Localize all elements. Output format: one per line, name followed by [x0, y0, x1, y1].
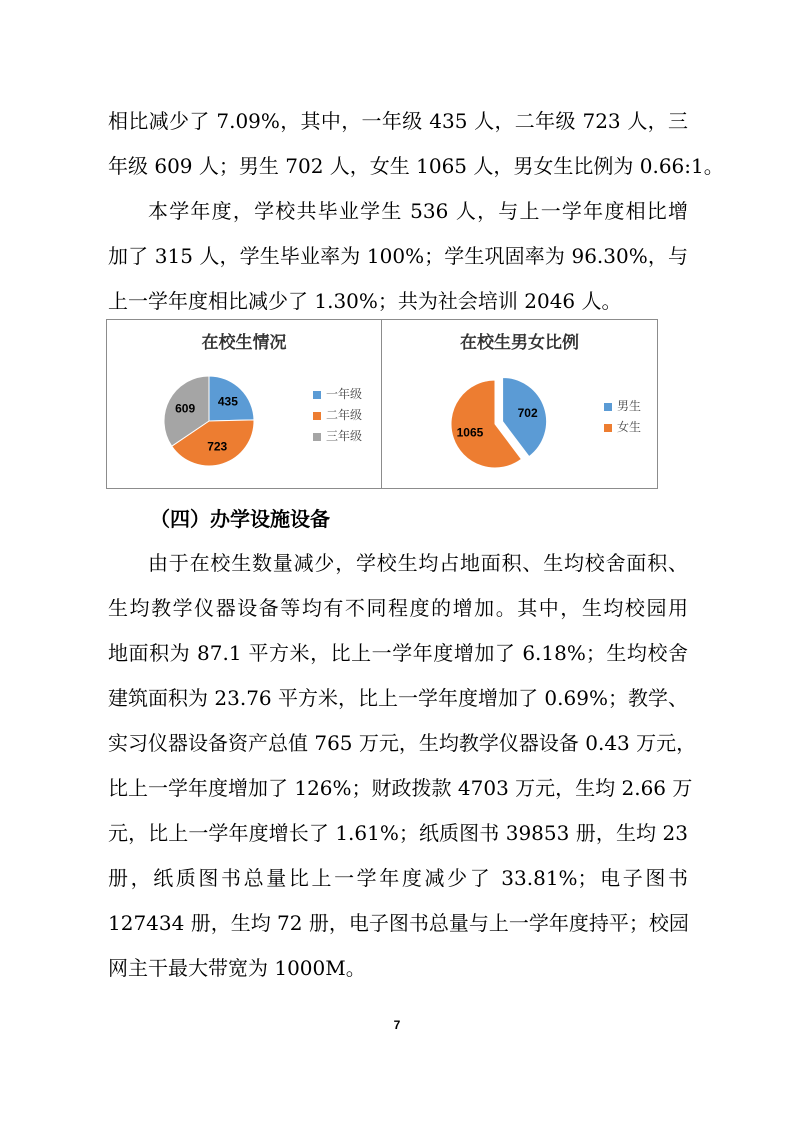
text-line: 地面积为 87.1 平方米，比上一学年度增加了 6.18%；生均校舍 — [108, 641, 688, 665]
text-line: 相比减少了 7.09%，其中，一年级 435 人，二年级 723 人，三 — [108, 109, 688, 133]
chart-panel-gender — [382, 320, 657, 488]
legend-label: 三年级 — [326, 429, 363, 443]
legend-item — [313, 405, 362, 426]
page-number: 7 — [393, 1018, 401, 1032]
text-line: 册，纸质图书总量比上一学年度减少了 33.81%；电子图书 — [108, 866, 688, 890]
legend-swatch — [313, 433, 321, 441]
text-line: 元，比上一学年度增长了 1.61%；纸质图书 39853 册，生均 23 — [108, 821, 688, 845]
text-line: 实习仪器设备资产总值 765 万元，生均教学仪器设备 0.43 万元， — [108, 731, 697, 755]
text-line: 建筑面积为 23.76 平方米，比上一学年度增加了 0.69%；教学、 — [108, 686, 688, 710]
chart-title: 在校生男女比例 — [460, 333, 579, 353]
legend-item — [604, 396, 641, 417]
text-line: 由于在校生数量减少，学校生均占地面积、生均校舍面积、 — [148, 551, 688, 575]
text-line: 上一学年度相比减少了 1.30%；共为社会培训 2046 人。 — [108, 289, 622, 313]
chart-panel-grade — [107, 320, 382, 488]
section-heading: （四）办学设施设备 — [150, 507, 330, 531]
legend-label: 女生 — [617, 420, 642, 434]
charts-container — [106, 319, 658, 489]
text-line: 127434 册，生均 72 册，电子图书总量与上一学年度持平；校园 — [108, 911, 689, 935]
legend-swatch — [313, 391, 321, 399]
pie-data-label: 609 — [175, 401, 196, 416]
paragraph-facilities — [108, 541, 697, 991]
text-line: 加了 315 人，学生毕业率为 100%；学生巩固率为 96.30%，与 — [108, 244, 688, 268]
pie-data-label: 1065 — [456, 425, 484, 440]
legend-label: 二年级 — [326, 408, 363, 422]
pie-data-label: 435 — [217, 394, 238, 409]
legend-swatch — [604, 424, 612, 432]
pie-data-label: 723 — [207, 439, 228, 454]
paragraph-graduation — [108, 189, 688, 324]
legend-item — [313, 426, 362, 447]
legend-label: 一年级 — [326, 387, 363, 401]
legend-swatch — [313, 412, 321, 420]
text-line: 年级 609 人；男生 702 人，女生 1065 人，男女生比例为 0.66:1。 — [108, 154, 724, 178]
legend-label: 男生 — [617, 399, 642, 413]
chart-title: 在校生情况 — [201, 333, 287, 353]
text-line: 网主干最大带宽为 1000M。 — [108, 956, 366, 980]
text-line: 生均教学仪器设备等均有不同程度的增加。其中，生均校园用 — [108, 596, 688, 620]
chart-legend — [604, 396, 641, 438]
pie-data-label: 702 — [517, 406, 538, 421]
text-line: 比上一学年度增加了 126%；财政拨款 4703 万元，生均 2.66 万 — [108, 776, 693, 800]
text-line: 本学年度，学校共毕业学生 536 人，与上一学年度相比增 — [148, 199, 688, 223]
paragraph-enrollment-summary — [108, 99, 724, 189]
legend-item — [604, 417, 641, 438]
legend-item — [313, 384, 362, 405]
chart-legend — [313, 384, 362, 447]
legend-swatch — [604, 403, 612, 411]
